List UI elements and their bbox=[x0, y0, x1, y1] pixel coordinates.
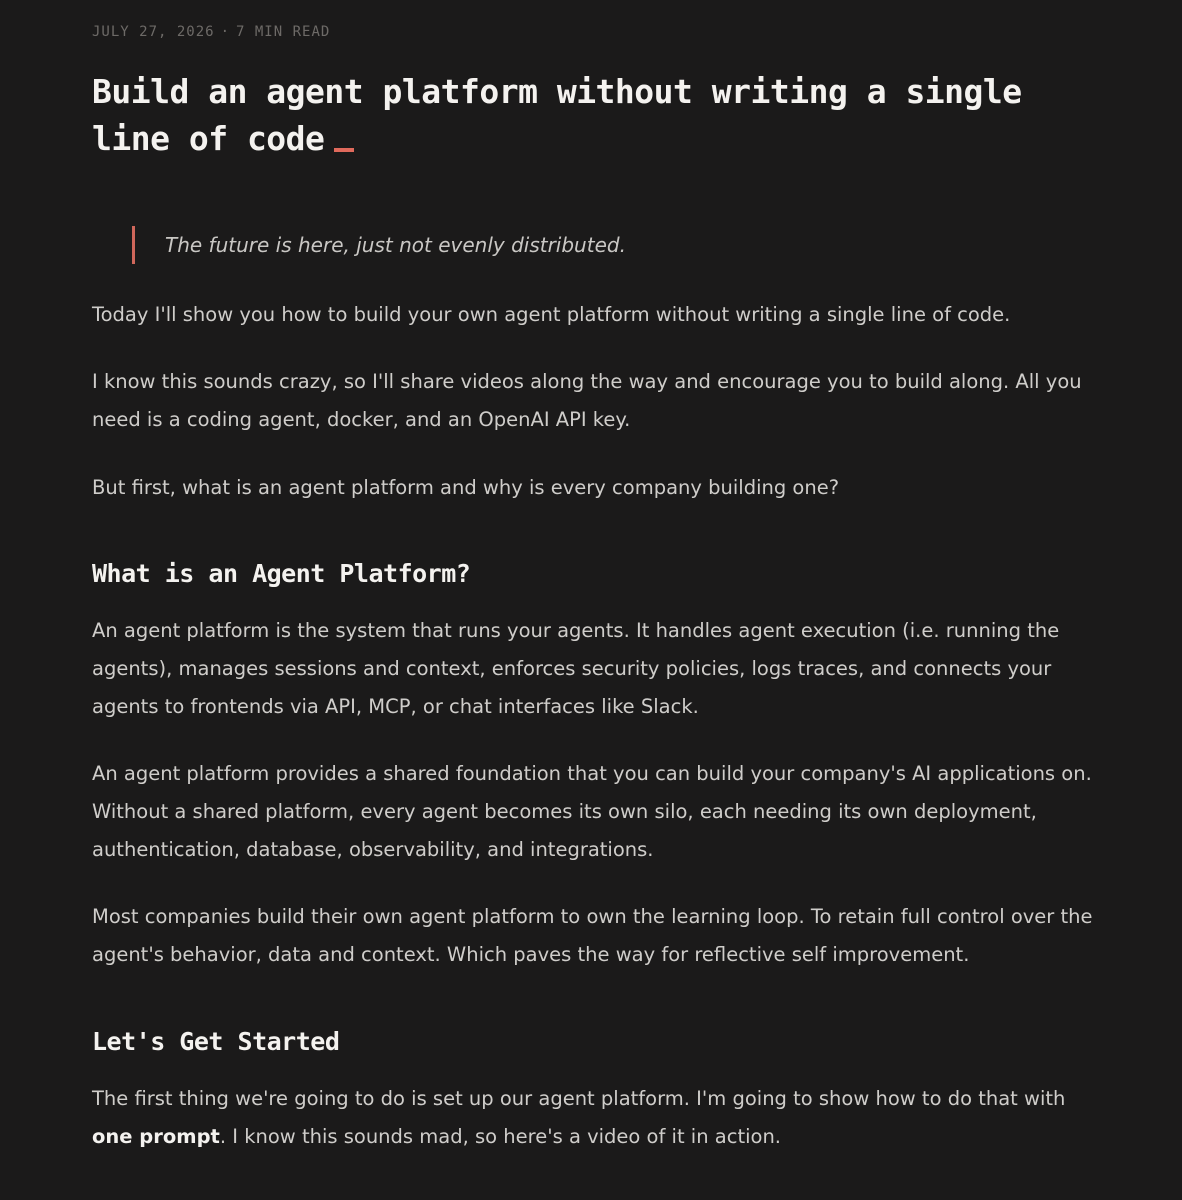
intro-paragraph-2: I know this sounds crazy, so I'll share videos along the way and encourage you to build along. All you need is a coding agent, docker, and an OpenAI API key. bbox=[92, 370, 1082, 431]
section2-text-after: . I know this sounds mad, so here's a video of it in action. bbox=[219, 1125, 782, 1148]
section1-paragraph-2: An agent platform provides a shared foundation that you can build your company's AI applications on. Without a shared platform, every agent becomes its own silo, each needing its own deployment, authentication, database, observability, and integrations. bbox=[92, 762, 1092, 861]
meta-separator: · bbox=[220, 24, 231, 40]
section2-text-before: The first thing we're going to do is set up our agent platform. I'm going to show how to do that with bbox=[92, 1087, 1066, 1110]
epigraph-quote bbox=[132, 226, 1065, 264]
quote-text: The future is here, just not evenly distributed. bbox=[165, 233, 626, 257]
section-heading-agent-platform: What is an Agent Platform? bbox=[92, 559, 471, 588]
section1-paragraph-3: Most companies build their own agent platform to own the learning loop. To retain full control over the agent's behavior, data and context. Which paves the way for reflective self improvement. bbox=[92, 905, 1093, 966]
section2-paragraph-1 bbox=[92, 1080, 1112, 1156]
article-meta bbox=[92, 24, 330, 40]
publish-date: JULY 27, 2026 bbox=[92, 24, 215, 40]
section-heading-get-started: Let's Get Started bbox=[92, 1027, 340, 1056]
intro-paragraph-3: But first, what is an agent platform and why is every company building one? bbox=[92, 476, 840, 499]
read-time: 7 MIN READ bbox=[236, 24, 331, 40]
blinking-cursor-icon bbox=[334, 148, 354, 152]
section2-bold-text: one prompt bbox=[92, 1125, 220, 1148]
article-title-text: Build an agent platform without writing a single line of code bbox=[92, 72, 1022, 158]
intro-paragraph-1: Today I'll show you how to build your own agent platform without writing a single line of code. bbox=[92, 303, 1011, 326]
section1-paragraph-1: An agent platform is the system that runs your agents. It handles agent execution (i.e. running the agents), manages sessions and context, enforces security policies, logs traces, and connects your agents to frontends via API, MCP, or chat interfaces like Slack. bbox=[92, 619, 1060, 718]
article-title bbox=[92, 68, 1092, 162]
